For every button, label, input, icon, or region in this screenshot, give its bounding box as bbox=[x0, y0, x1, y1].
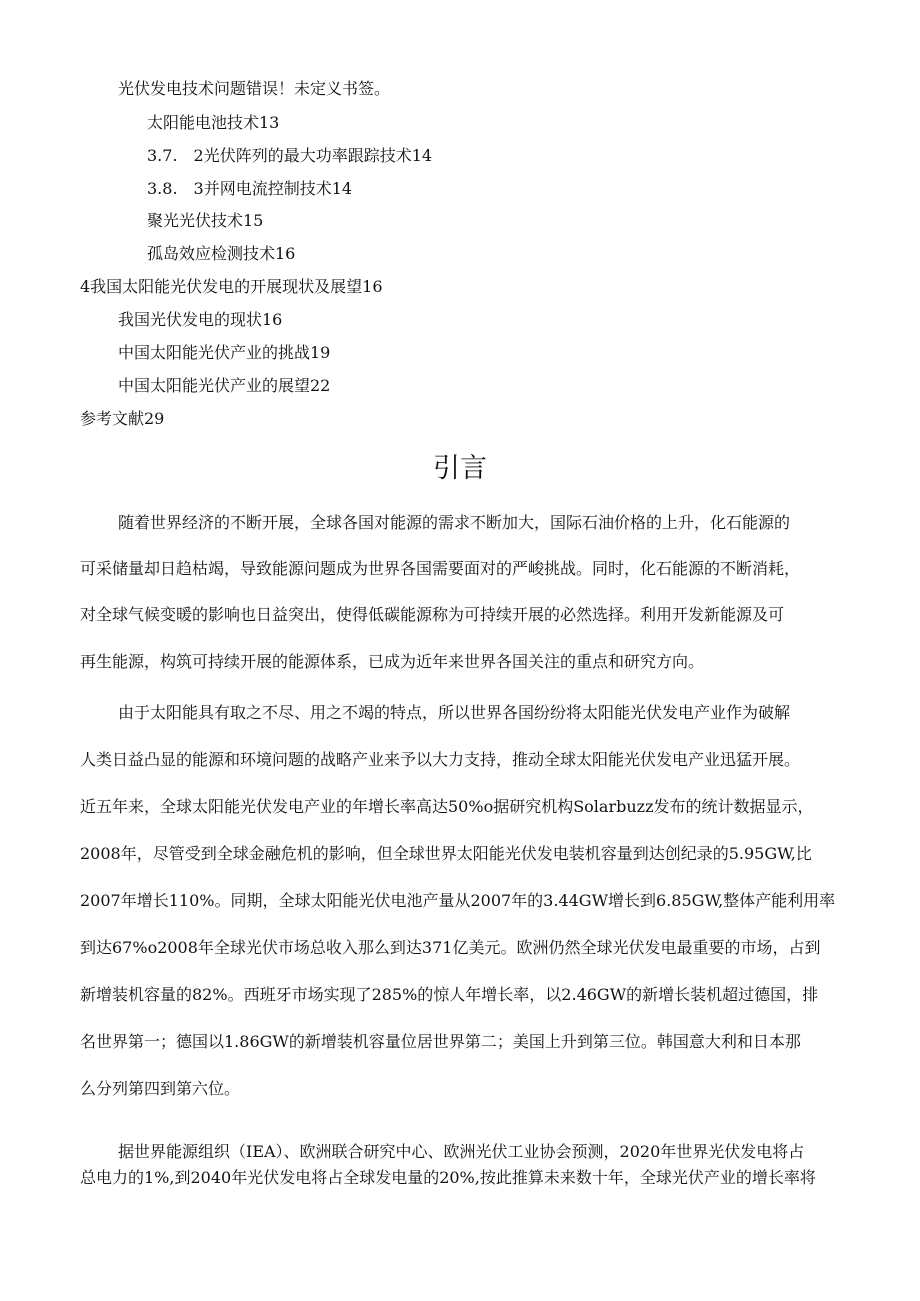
paragraph-line: 新增装机容量的82%。西班牙市场实现了285%的惊人年增长率，以2.46GW的新增长装机超过德国，排 bbox=[80, 985, 819, 1004]
toc-entry[interactable]: 光伏发电技术问题错误！未定义书签。 bbox=[118, 79, 391, 98]
toc-entry[interactable]: 3.7. 2光伏阵列的最大功率跟踪技术14 bbox=[147, 146, 433, 165]
section-heading: 引言 bbox=[433, 453, 487, 484]
toc-entry[interactable]: 太阳能电池技术13 bbox=[147, 113, 280, 132]
paragraph-line: 再生能源，构筑可持续开展的能源体系，已成为近年来世界各国关注的重点和研究方向。 bbox=[80, 652, 705, 671]
toc-entry[interactable]: 参考文献29 bbox=[80, 409, 165, 428]
paragraph-line: 名世界第一；德国以1.86GW的新增装机容量位居世界第二；美国上升到第三位。韩国意大利和日本那 bbox=[80, 1032, 801, 1051]
toc-entry[interactable]: 我国光伏发电的现状16 bbox=[118, 310, 283, 329]
paragraph-line: 到达67%o2008年全球光伏市场总收入那么到达371亿美元。欧洲仍然全球光伏发电最重要的市场，占到 bbox=[80, 938, 821, 957]
paragraph-line: 人类日益凸显的能源和环境问题的战略产业来予以大力支持，推动全球太阳能光伏发电产业迅猛开展。 bbox=[80, 750, 801, 769]
paragraph-line: 2008年，尽管受到全球金融危机的影响，但全球世界太阳能光伏发电装机容量到达创纪录的5.95GW,比 bbox=[80, 844, 812, 863]
paragraph-line: 对全球气候变暖的影响也日益突出，使得低碳能源称为可持续开展的必然选择。利用开发新能源及可 bbox=[80, 605, 785, 624]
toc-entry[interactable]: 中国太阳能光伏产业的展望22 bbox=[118, 376, 331, 395]
paragraph-line: 2007年增长110%。同期，全球太阳能光伏电池产量从2007年的3.44GW增长到6.85GW,整体产能利用率 bbox=[80, 891, 836, 910]
paragraph-line: 可采储量却日趋枯竭，导致能源问题成为世界各国需要面对的严峻挑战。同时，化石能源的不断消耗， bbox=[80, 559, 801, 578]
toc-entry[interactable]: 中国太阳能光伏产业的挑战19 bbox=[118, 343, 331, 362]
toc-entry[interactable]: 聚光光伏技术15 bbox=[147, 211, 264, 230]
toc-entry[interactable]: 4我国太阳能光伏发电的开展现状及展望16 bbox=[80, 277, 383, 296]
toc-entry[interactable]: 孤岛效应检测技术16 bbox=[147, 244, 296, 263]
paragraph-line: 据世界能源组织（IEA）、欧洲联合研究中心、欧洲光伏工业协会预测，2020年世界光伏发电将占 bbox=[118, 1142, 805, 1161]
toc-entry[interactable]: 3.8. 3并网电流控制技术14 bbox=[147, 179, 353, 198]
paragraph-line: 由于太阳能具有取之不尽、用之不竭的特点，所以世界各国纷纷将太阳能光伏发电产业作为破解 bbox=[118, 703, 791, 722]
paragraph-line: 总电力的1%,到2040年光伏发电将占全球发电量的20%,按此推算未来数十年，全球光伏产业的增长率将 bbox=[80, 1168, 816, 1187]
paragraph-line: 近五年来，全球太阳能光伏发电产业的年增长率高达50%o据研究机构Solarbuzz发布的统计数据显示， bbox=[80, 797, 814, 816]
paragraph-line: 么分列第四到第六位。 bbox=[80, 1079, 241, 1098]
paragraph-line: 随着世界经济的不断开展，全球各国对能源的需求不断加大，国际石油价格的上升，化石能源的 bbox=[118, 513, 791, 532]
